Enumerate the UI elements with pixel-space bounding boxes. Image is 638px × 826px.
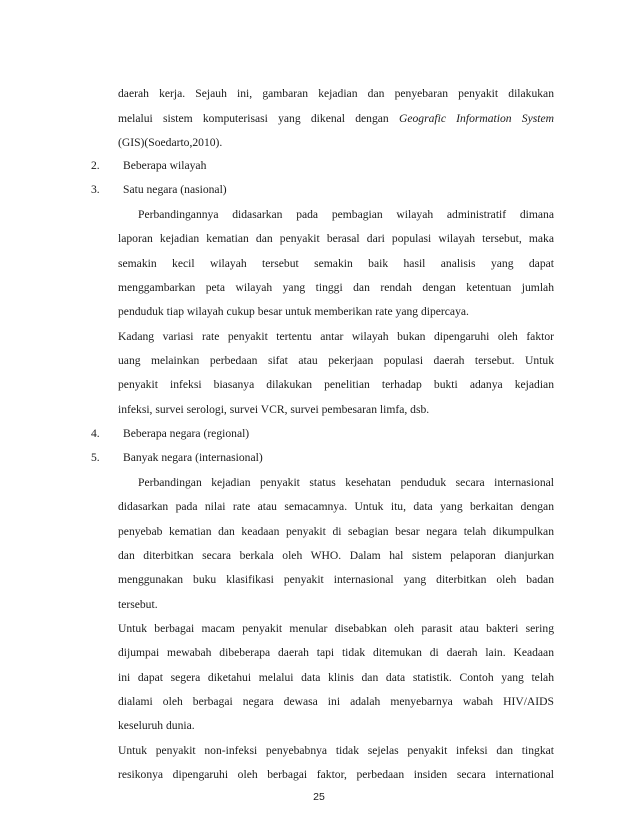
page-number: 25	[313, 791, 325, 803]
intl-line-5: menggunakan buku klasifikasi penyakit internasional yang diterbitkan oleh badan	[118, 573, 554, 586]
intl-line-10: dialami oleh berbagai negara dewasa ini adalah menyebarnya wabah HIV/AIDS	[118, 695, 554, 708]
item-number-5: 5.	[91, 451, 100, 464]
item-number-2: 2.	[91, 159, 100, 172]
intl-line-6: tersebut.	[118, 598, 158, 611]
item-number-4: 4.	[91, 427, 100, 440]
item-label-4: Beberapa negara (regional)	[123, 427, 250, 440]
item-label-5: Banyak negara (internasional)	[123, 451, 263, 464]
intl-line-2: didasarkan pada nilai rate atau semacamnya. Untuk itu, data yang berkaitan dengan	[118, 500, 554, 513]
intl-line-4: dan diterbitkan secara berkala oleh WHO. Dalam hal sistem pelaporan dianjurkan	[118, 549, 554, 562]
item-label-3: Satu negara (nasional)	[123, 183, 227, 196]
national-line-7: uang melainkan perbedaan sifat atau pekerjaan populasi daerah tersebut. Untuk	[118, 354, 554, 367]
intl-line-7: Untuk berbagai macam penyakit menular disebabkan oleh parasit atau bakteri sering	[118, 622, 554, 635]
intro-line-2	[118, 112, 554, 126]
intl-line-8: dijumpai mewabah dibeberapa daerah tapi tidak ditemukan di daerah lain. Keadaan	[118, 646, 554, 659]
intl-line-9: ini dapat segera diketahui melalui data klinis dan data statistik. Contoh yang telah	[118, 671, 554, 684]
item-label-2: Beberapa wilayah	[123, 159, 207, 172]
intl-line-13: resikonya dipengaruhi oleh berbagai faktor, perbedaan insiden secara international	[118, 768, 554, 781]
national-line-6: Kadang variasi rate penyakit tertentu antar wilayah bukan dipengaruhi oleh faktor	[118, 330, 554, 343]
intro-line-3: (GIS)(Soedarto,2010).	[118, 136, 223, 149]
national-line-8: penyakit infeksi biasanya dilakukan penelitian terhadap bukti adanya kejadian	[118, 378, 554, 391]
national-line-5: penduduk tiap wilayah cukup besar untuk memberikan rate yang dipercaya.	[118, 305, 469, 318]
intl-line-11: keseluruh dunia.	[118, 719, 195, 732]
intl-line-3: penyebab kematian dan keadaan penyakit di sebagian besar negara telah dikumpulkan	[118, 525, 554, 538]
intl-line-12: Untuk penyakit non-infeksi penyebabnya tidak sejelas penyakit infeksi dan tingkat	[118, 744, 554, 757]
national-line-3: semakin kecil wilayah tersebut semakin baik hasil analisis yang dapat	[118, 257, 554, 270]
intl-line-1: Perbandingan kejadian penyakit status kesehatan penduduk secara internasional	[138, 476, 554, 489]
item-number-3: 3.	[91, 183, 100, 196]
intro-line-1: daerah kerja. Sejauh ini, gambaran kejadian dan penyebaran penyakit dilakukan	[118, 87, 554, 100]
gis-term: Geografic Information System	[398, 112, 554, 125]
national-line-1: Perbandingannya didasarkan pada pembagian wilayah administratif dimana	[138, 208, 554, 221]
national-line-2: laporan kejadian kematian dan penyakit berasal dari populasi wilayah tersebut, maka	[118, 232, 554, 245]
national-line-9: infeksi, survei serologi, survei VCR, survei pembesaran limfa, dsb.	[118, 403, 430, 416]
intro-line-2-text: melalui sistem komputerisasi yang dikenal dengan	[118, 112, 389, 125]
national-line-4: menggambarkan peta wilayah yang tinggi dan rendah dengan ketentuan jumlah	[118, 281, 554, 294]
